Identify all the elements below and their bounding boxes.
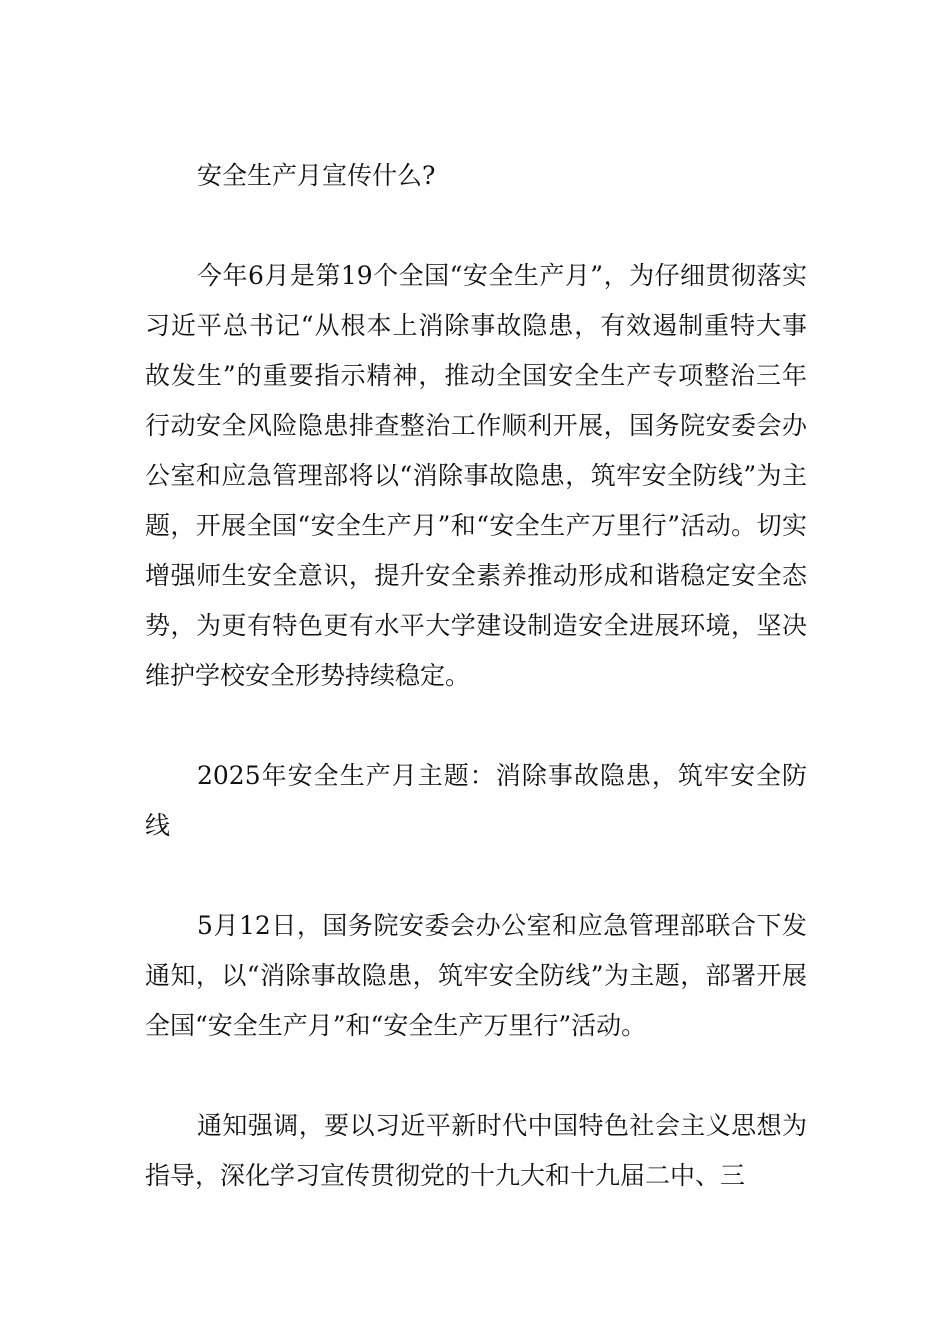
paragraph-spacer bbox=[145, 851, 807, 901]
body-paragraph: 今年6月是第19个全国“安全生产月”，为仔细贯彻落实习近平总书记“从根本上消除事故隐患，有效遏制重特大事故发生”的重要指示精神，推动全国安全生产专项整治三年行动安全风险隐患排查整治工作顺利开展，国务院安委会办公室和应急管理部将以“消除事故隐患，筑牢安全防线”为主题，开展全国“安全生产月”和“安全生产万里行”活动。切实增强师生安全意识，提升安全素养推动形成和谐稳定安全态势，为更有特色更有水平大学建设制造安全进展环境，坚决维护学校安全形势持续稳定。 bbox=[145, 261, 807, 690]
document-body bbox=[145, 151, 807, 1201]
body-paragraph: 5月12日，国务院安委会办公室和应急管理部联合下发通知，以“消除事故隐患，筑牢安全防线”为主题，部署开展全国“安全生产月”和“安全生产万里行”活动。 bbox=[145, 911, 807, 1040]
paragraph-spacer bbox=[145, 701, 807, 751]
body-paragraph: 通知强调，要以习近平新时代中国特色社会主义思想为指导，深化学习宣传贯彻党的十九大和十九届二中、三 bbox=[145, 1111, 807, 1190]
paragraph-spacer bbox=[145, 201, 807, 251]
section-heading: 安全生产月宣传什么? bbox=[197, 161, 436, 190]
paragraph-spacer bbox=[145, 1051, 807, 1101]
theme-heading: 2025年安全生产月主题：消除事故隐患，筑牢安全防线 bbox=[145, 761, 807, 840]
